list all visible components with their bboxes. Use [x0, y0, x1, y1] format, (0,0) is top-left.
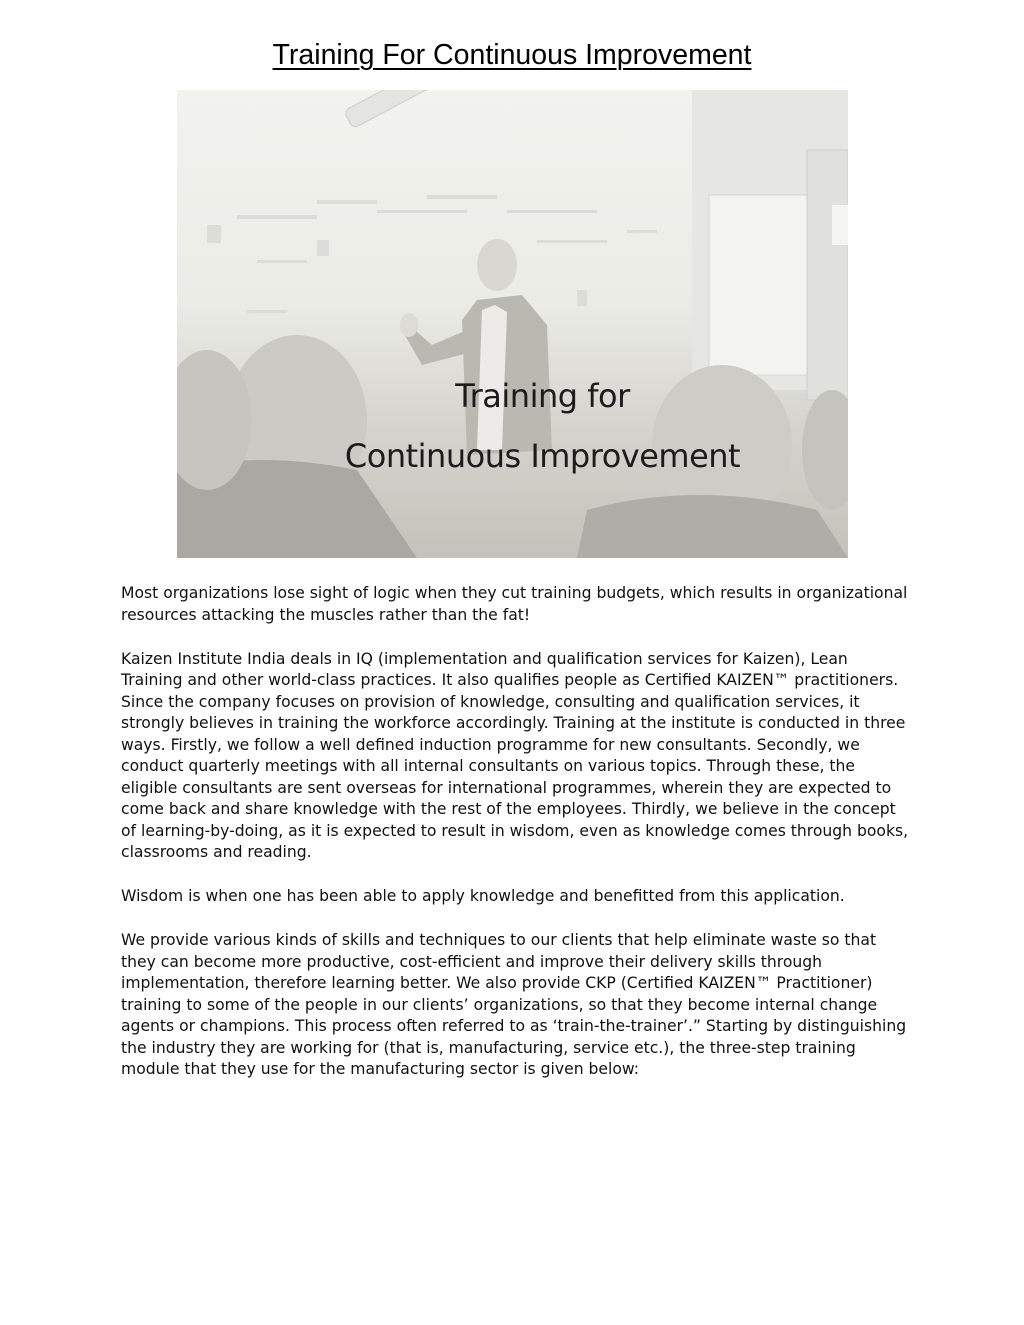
paragraph-wisdom: Wisdom is when one has been able to apply knowledge and benefitted from this application.	[121, 887, 845, 905]
paragraph-kaizen-institute: Kaizen Institute India deals in IQ (implementation and qualification services for Kaizen), Lean Training and other world-class practices. It also qualifies people as Certified KAIZEN™ practitioners. Since the company focuses on provision of knowledge, consulting and qualification services, it strongly believes in training the workforce accordingly. Training at the institute is conducted in three ways. Firstly, we follow a well defined induction programme for new consultants. Secondly, we conduct quarterly meetings with all internal consultants on various topics. Through these, the eligible consultants are sent overseas for international programmes, wherein they are expected to come back and share knowledge with the rest of the employees. Thirdly, we believe in the concept of learning-by-doing, as it is expected to result in wisdom, even as knowledge comes through books, classrooms and reading.	[121, 649, 909, 861]
paragraph-client-services: We provide various kinds of skills and techniques to our clients that help eliminate waste so that they can become more productive, cost-efficient and improve their delivery skills through implementation, therefore learning better. We also provide CKP (Certified KAIZEN™ Practitioner) training to some of the people in our clients’ organizations, so that they become internal change agents or champions. This process often referred to as ‘train-the-trainer’.” Starting by distinguishing the industry they are working for (that is, manufacturing, service etc.), the three-step training module that they use for the manufacturing sector is given below:	[121, 931, 907, 1078]
training-photo-illustration	[177, 90, 848, 558]
document-title	[0, 38, 1024, 72]
hero-image	[177, 90, 848, 558]
document-title-text: Training For Continuous Improvement	[272, 39, 752, 71]
paragraph-training-budgets: Most organizations lose sight of logic when they cut training budgets, which results in organizational resources attacking the muscles rather than the fat!	[121, 584, 908, 624]
hero-caption-line2: Continuous Improvement	[344, 437, 741, 475]
document-body	[121, 583, 911, 1103]
hero-caption-line1: Training for	[455, 377, 630, 415]
